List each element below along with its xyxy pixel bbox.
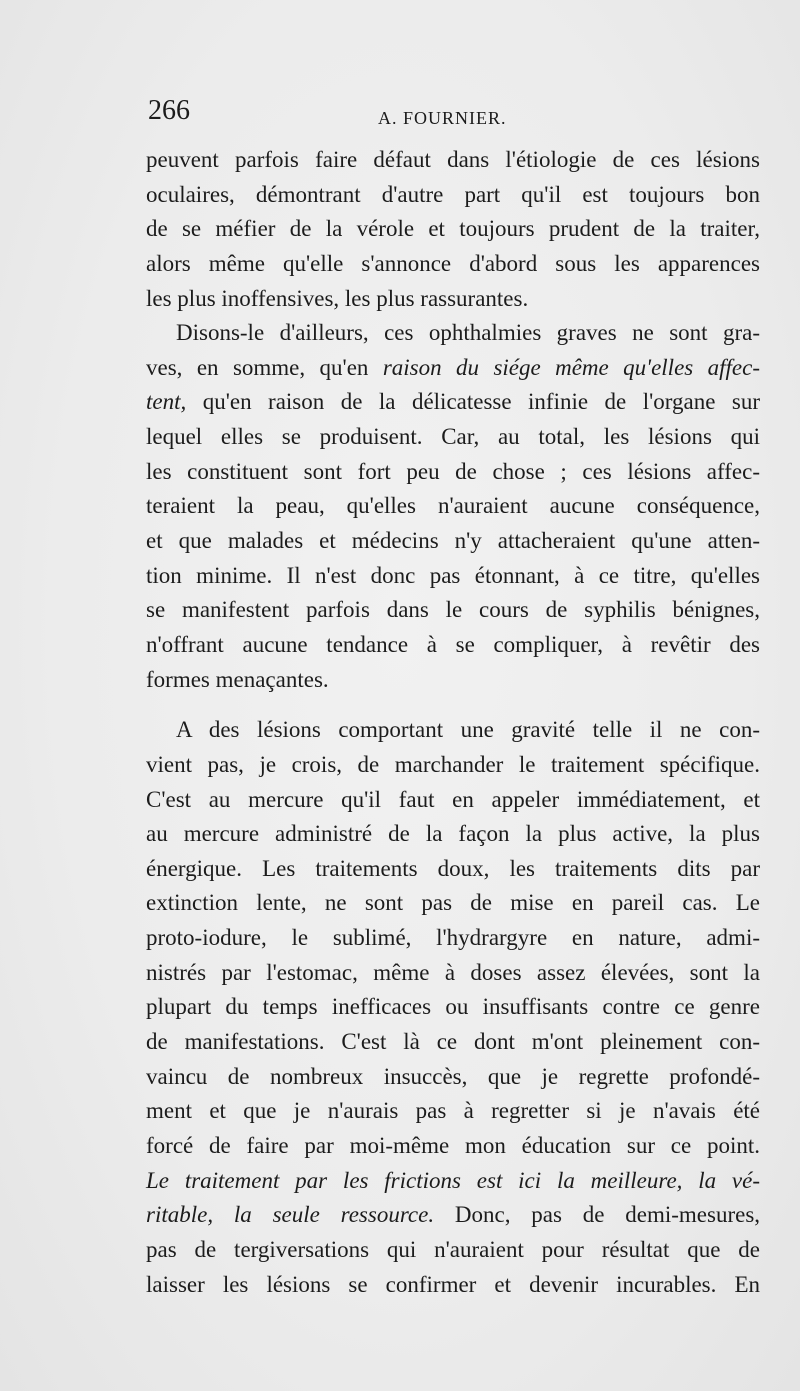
text-line: nistrés par l'estomac, même à doses assez élevées, sont la (146, 959, 760, 985)
text-line: pas de tergiversations qui n'auraient pour résultat que de (146, 1236, 760, 1262)
text-segment: ves, en somme, qu'en (146, 354, 369, 380)
text-line: au mercure administré de la façon la plus active, la plus (146, 821, 760, 847)
text-line: vient pas, je crois, de marchander le traitement spécifique. (146, 751, 760, 777)
body-text (146, 143, 760, 1302)
text-line: et que malades et médecins n'y attacheraient qu'une atten- (146, 528, 760, 554)
text-line: plupart du temps inefficaces ou insuffisants contre ce genre (146, 994, 760, 1020)
page-number: 266 (148, 95, 190, 126)
text-line: extinction lente, ne sont pas de mise en pareil cas. Le (146, 890, 760, 916)
text-line: forcé de faire par moi-même mon éducation sur ce point. (146, 1132, 760, 1158)
paragraph-gap (146, 697, 760, 713)
text-line: ment et que je n'aurais pas à regretter si je n'avais été (146, 1098, 760, 1124)
text-line (146, 351, 760, 386)
text-line: teraient la peau, qu'elles n'auraient aucune conséquence, (146, 493, 760, 519)
running-head: A. FOURNIER. (378, 108, 507, 128)
text-line: de manifestations. C'est là ce dont m'ont pleinement con- (146, 1029, 760, 1055)
italic-phrase: ritable, la seule ressource. (146, 1202, 435, 1228)
text-line (146, 385, 760, 420)
text-line: oculaires, démontrant d'autre part qu'il est toujours bon (146, 181, 760, 207)
text-line: les plus inoffensives, les plus rassurantes. (146, 285, 529, 311)
text-line: énergique. Les traitements doux, les traitements dits par (146, 855, 760, 881)
text-line: se manifestent parfois dans le cours de syphilis bénignes, (146, 597, 760, 623)
italic-phrase: tent, (146, 389, 187, 415)
text-segment: qu'en raison de la délicatesse infinie de l'organe sur (202, 389, 760, 415)
text-line: alors même qu'elle s'annonce d'abord sous les apparences (146, 250, 760, 276)
text-line (146, 1164, 760, 1199)
text-line: A des lésions comportant une gravité telle il ne con- (176, 717, 760, 743)
text-line: tion minime. Il n'est donc pas étonnant, à ce titre, qu'elles (146, 562, 760, 588)
text-line: Disons-le d'ailleurs, ces ophthalmies graves ne sont gra- (176, 320, 760, 346)
text-line (146, 1198, 760, 1233)
text-line: vaincu de nombreux insuccès, que je regrette profondé- (146, 1063, 760, 1089)
text-line: peuvent parfois faire défaut dans l'étiologie de ces lésions (146, 147, 760, 172)
text-line: formes menaçantes. (146, 666, 329, 692)
text-line: les constituent sont fort peu de chose ; ces lésions affec- (146, 458, 760, 484)
text-line: proto-iodure, le sublimé, l'hydrargyre en nature, admi- (146, 925, 760, 951)
text-line: laisser les lésions se confirmer et devenir incurables. En (146, 1271, 760, 1297)
text-line: n'offrant aucune tendance à se compliquer, à revêtir des (146, 631, 760, 657)
text-line: C'est au mercure qu'il faut en appeler immédiatement, et (146, 786, 760, 812)
text-line: de se méfier de la vérole et toujours prudent de la traiter, (146, 216, 760, 242)
text-segment: Donc, pas de demi-mesures, (454, 1202, 761, 1228)
italic-phrase: Le traitement par les frictions est ici la meilleure, la vé- (146, 1167, 760, 1193)
text-line: lequel elles se produisent. Car, au total, les lésions qui (146, 424, 760, 450)
italic-phrase: raison du siége même qu'elles affec- (382, 354, 761, 380)
